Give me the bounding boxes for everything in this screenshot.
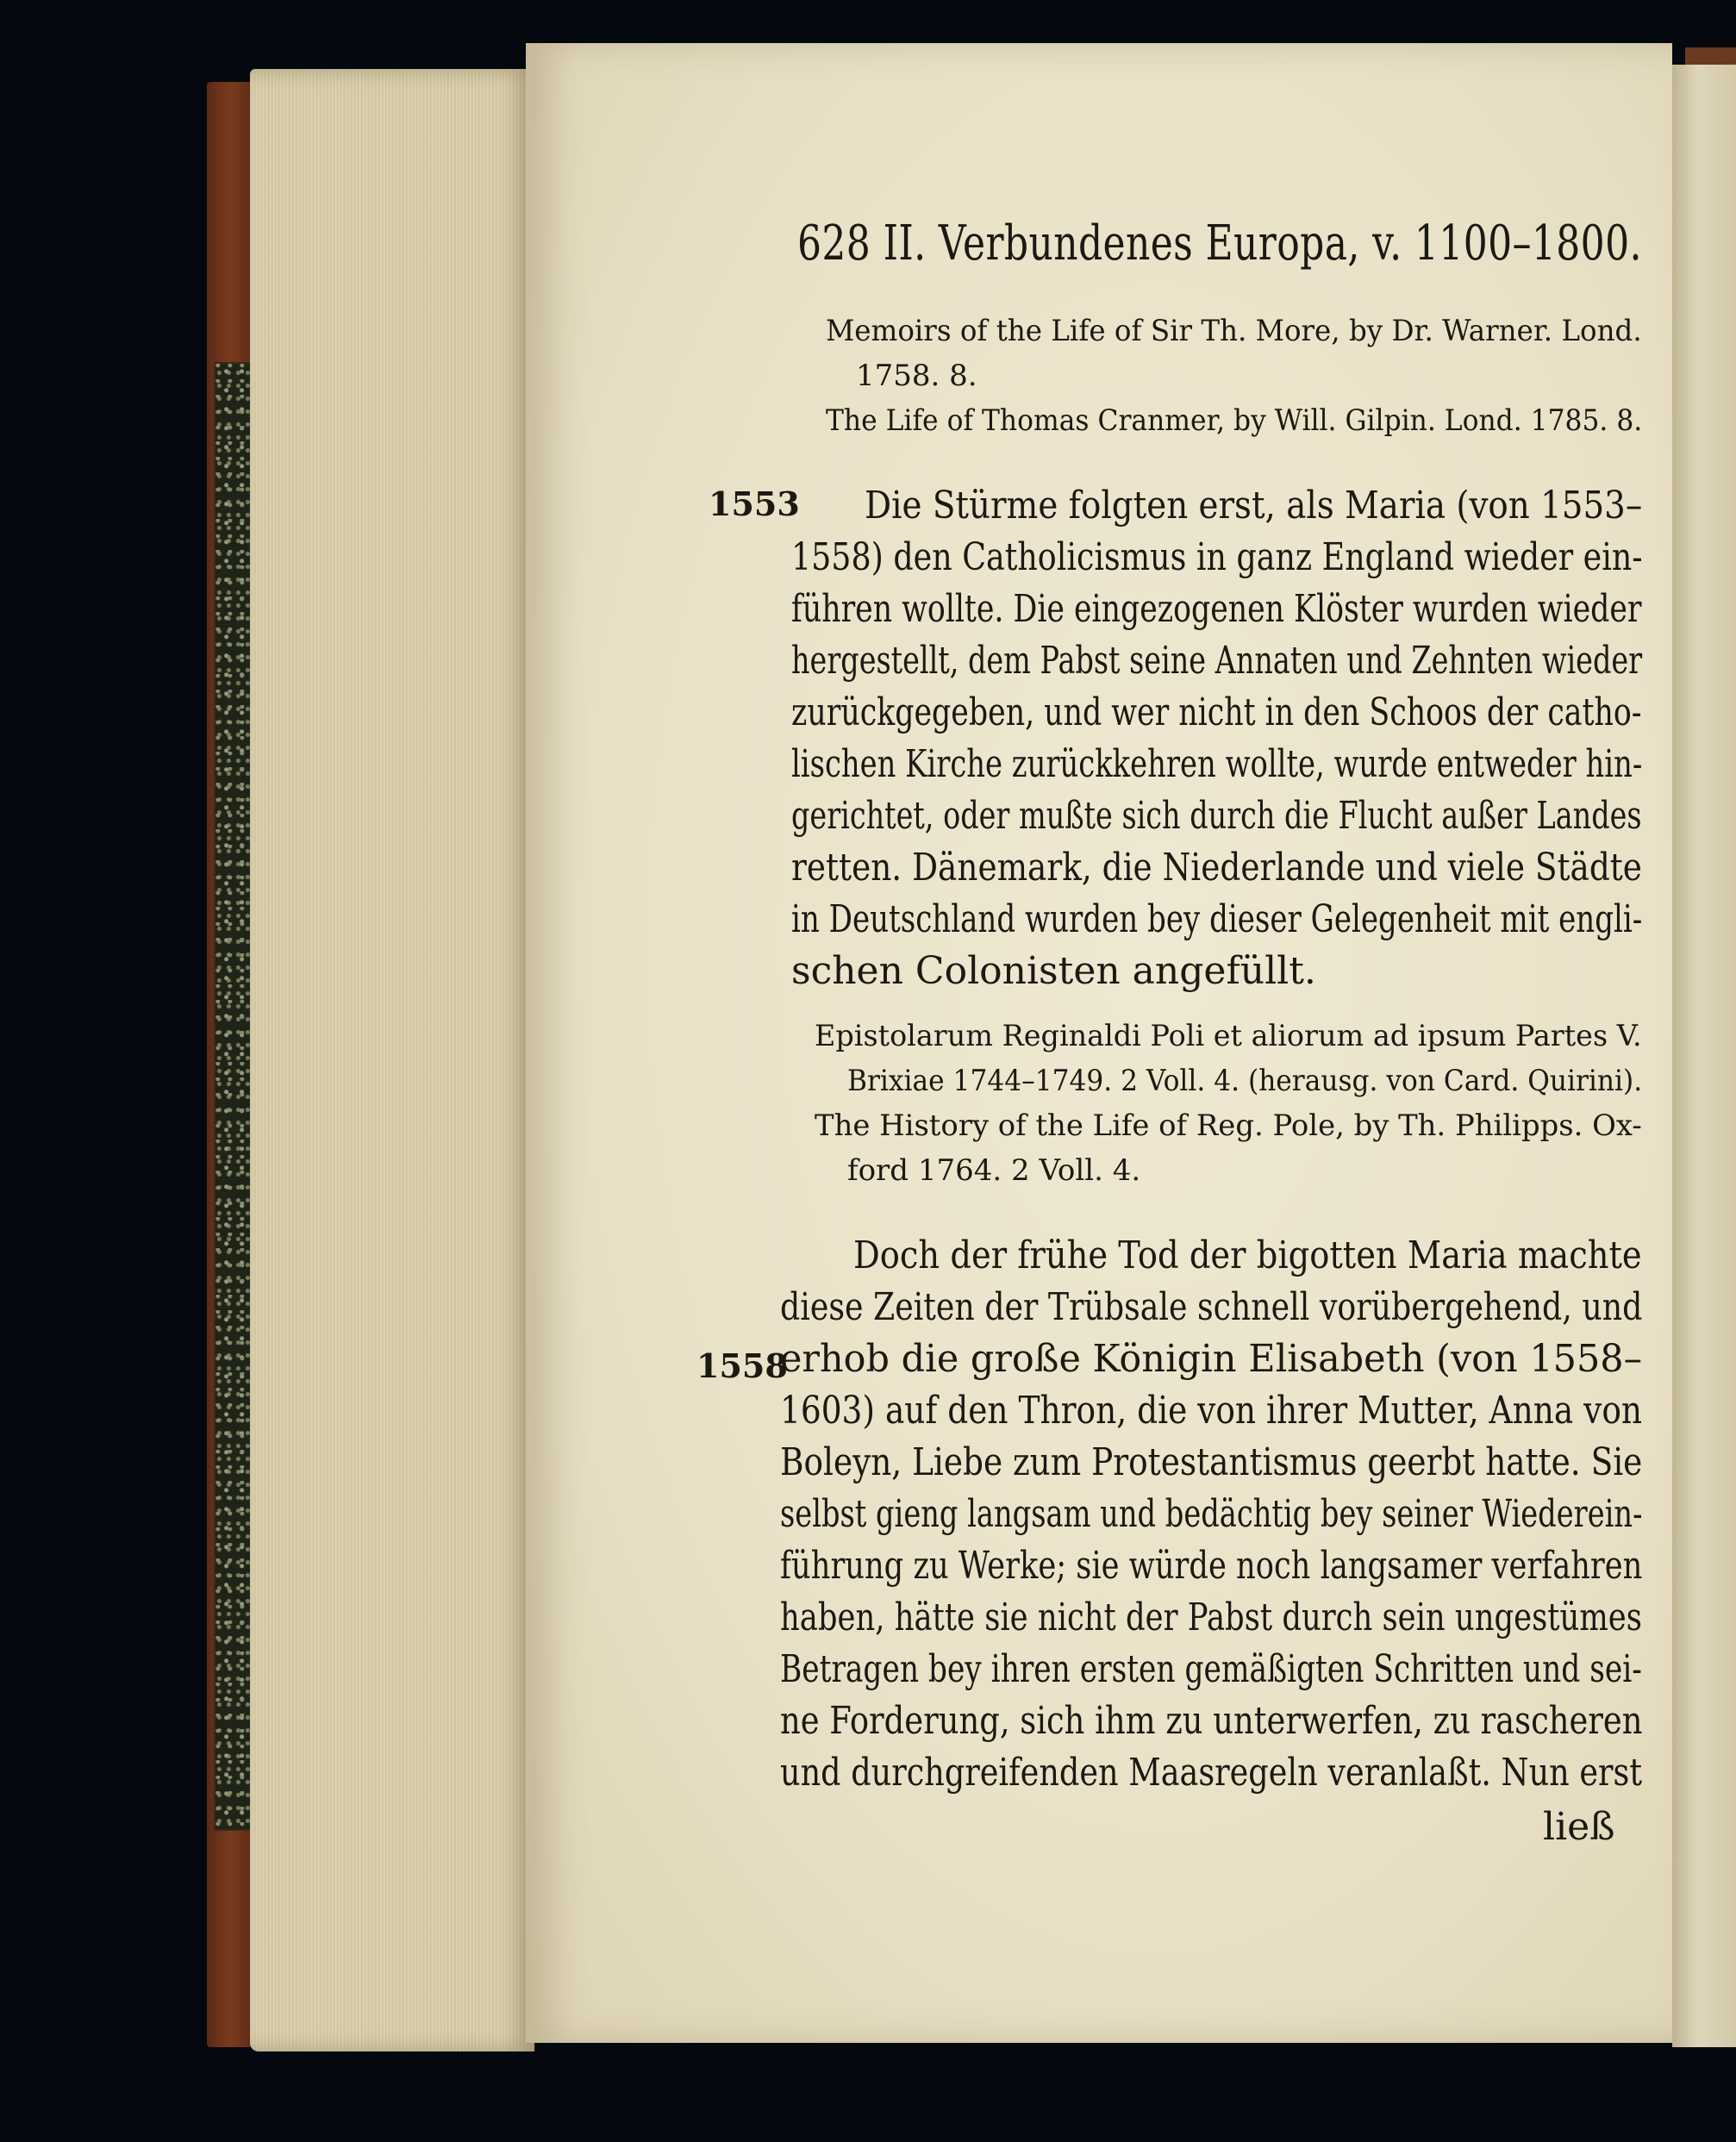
text-line: lischen Kirche zurückkehren wollte, wurde entweder hin- [791,742,1643,786]
catchword: ließ [1543,1805,1615,1849]
running-header: 628 II. Verbundenes Europa, v. 1100–1800. [797,215,1642,272]
reference-line: 1758. 8. [856,359,977,393]
text-line: führen wollte. Die eingezogenen Klöster wurden wieder [791,587,1642,631]
text-line: retten. Dänemark, die Niederlande und viele Städte [791,846,1642,890]
text-line: Boleyn, Liebe zum Protestantismus geerbt hatte. Sie [780,1440,1643,1484]
text-line: 1558) den Catholicismus in ganz England wieder ein- [791,535,1643,579]
marbled-cover-panel [214,362,255,1831]
text-line: Die Stürme folgten erst, als Maria (von 1553– [865,484,1643,528]
reference-line: Brixiae 1744–1749. 2 Voll. 4. (herausg. von Card. Quirini). [847,1064,1643,1098]
text-line: und durchgreifenden Maasregeln veranlaßt. Nun erst [780,1751,1643,1795]
facing-page-edge [1672,65,1736,2047]
text-line: in Deutschland wurden bey dieser Gelegenheit mit engli- [791,897,1643,941]
page-edges [250,69,534,2051]
reference-line: Epistolarum Reginaldi Poli et aliorum ad ipsum Partes V. [815,1019,1642,1053]
reference-line: ford 1764. 2 Voll. 4. [847,1153,1141,1188]
text-line: haben, hätte sie nicht der Pabst durch sein ungestümes [780,1596,1642,1639]
text-line: selbst gieng langsam und bedächtig bey seiner Wiederein- [780,1492,1643,1536]
reference-line: The Life of Thomas Cranmer, by Will. Gilpin. Lond. 1785. 8. [826,403,1643,438]
reference-line: Memoirs of the Life of Sir Th. More, by Dr. Warner. Lond. [826,314,1642,348]
text-line: schen Colonisten angefüllt. [791,949,1316,993]
reference-line: The History of the Life of Reg. Pole, by Th. Philipps. Ox- [815,1108,1642,1143]
text-line: führung zu Werke; sie würde noch langsamer verfahren [780,1544,1643,1588]
text-line: zurückgegeben, und wer nicht in den Schoos der catho- [791,690,1642,734]
text-line: Betragen bey ihren ersten gemäßigten Schritten und sei- [780,1647,1642,1691]
text-line: hergestellt, dem Pabst seine Annaten und Zehnten wieder [791,639,1643,683]
margin-year: 1553 [709,484,800,523]
text-line: Doch der frühe Tod der bigotten Maria machte [853,1233,1642,1277]
margin-year: 1558 [696,1346,788,1385]
text-line: 1603) auf den Thron, die von ihrer Mutter, Anna von [780,1389,1643,1433]
text-line: ne Forderung, sich ihm zu unterwerfen, zu rascheren [780,1699,1643,1743]
text-line: erhob die große Königin Elisabeth (von 1558– [780,1337,1643,1381]
text-line: diese Zeiten der Trübsale schnell vorübergehend, und [780,1285,1643,1329]
text-line: gerichtet, oder mußte sich durch die Flucht außer Landes [791,794,1642,838]
